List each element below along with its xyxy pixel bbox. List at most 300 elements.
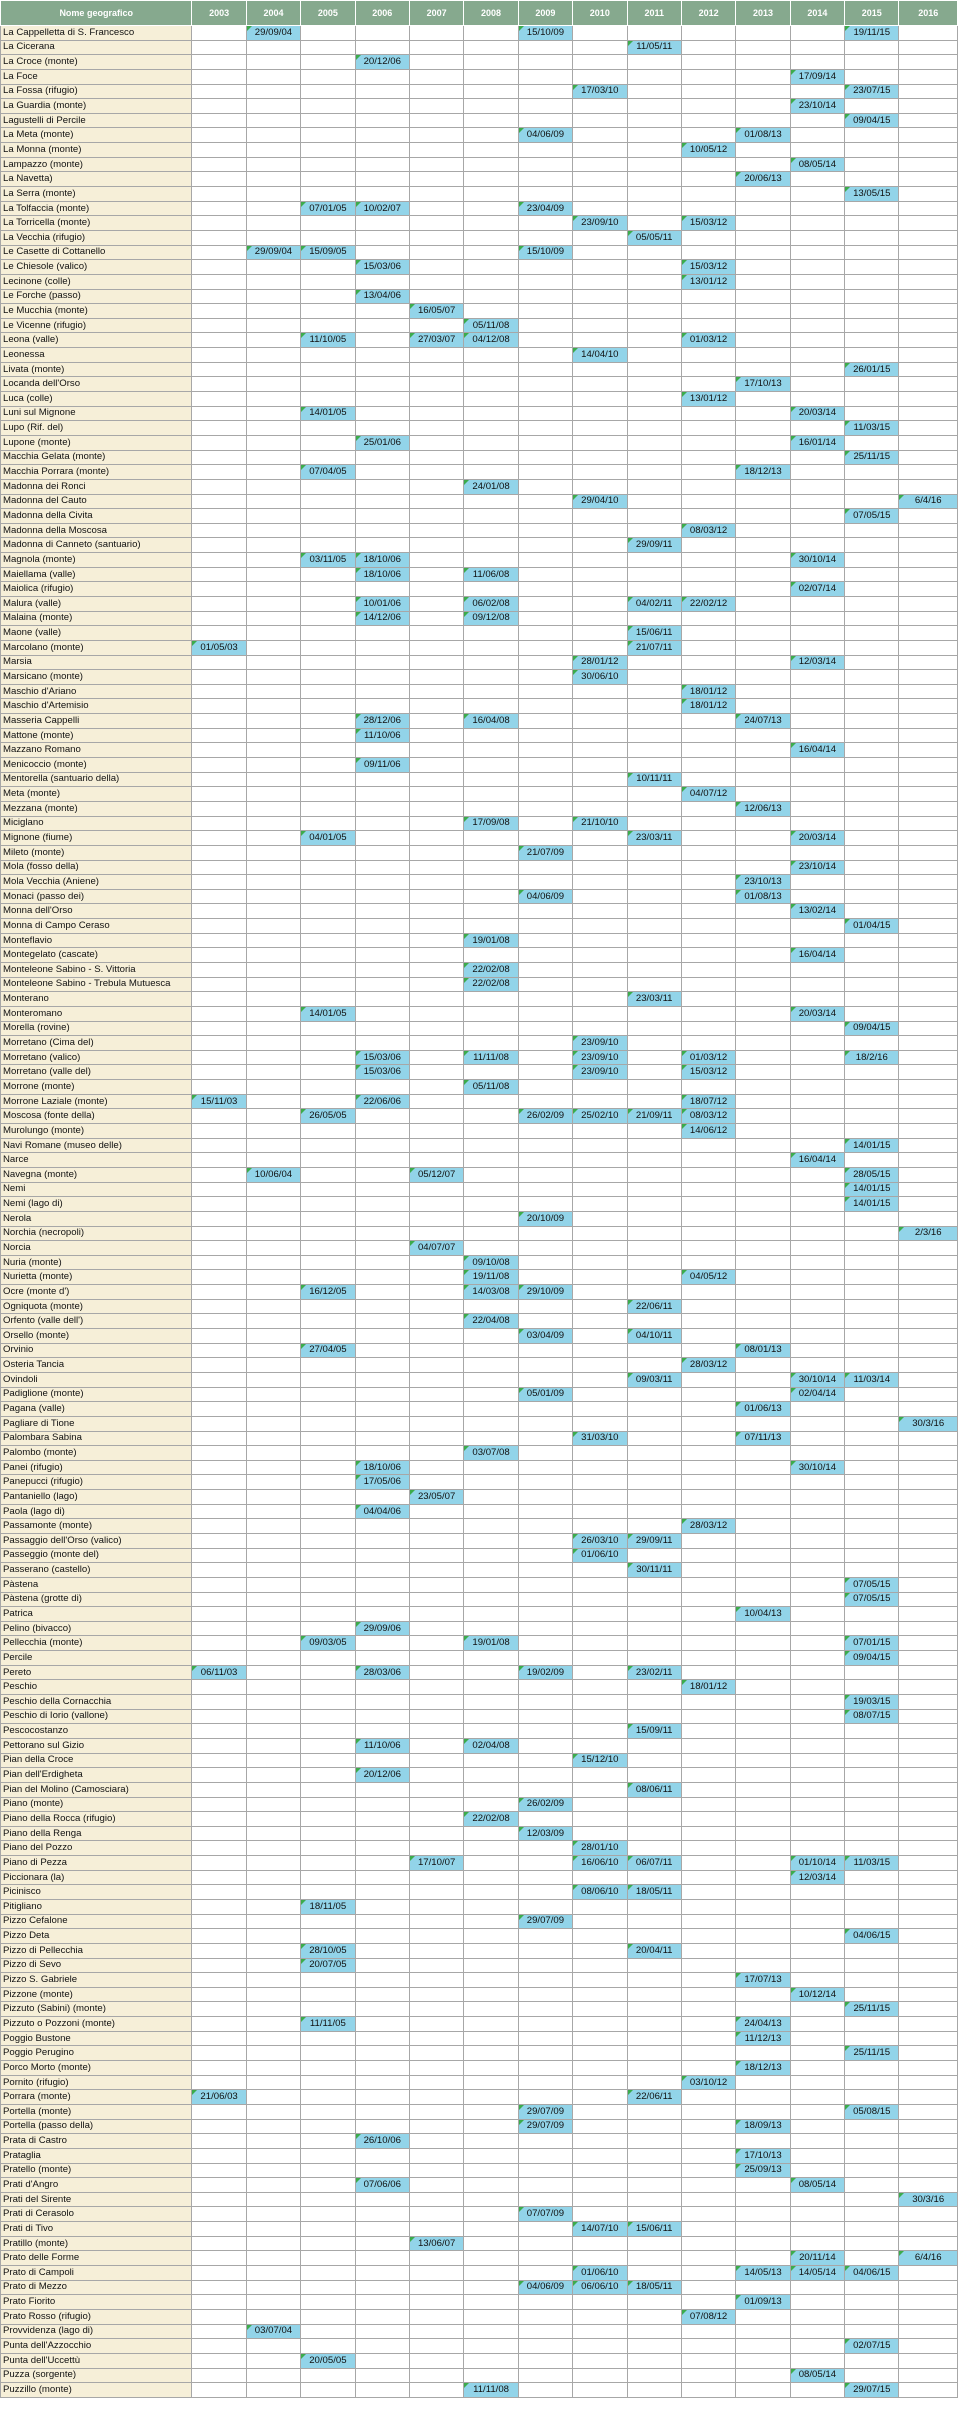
empty-cell bbox=[736, 1255, 790, 1270]
empty-cell bbox=[409, 2119, 463, 2134]
table-row bbox=[1, 1124, 958, 1139]
place-name-cell: Norcia bbox=[1, 1241, 192, 1256]
empty-cell bbox=[845, 816, 899, 831]
empty-cell bbox=[899, 2236, 958, 2251]
date-cell: 14/01/05 bbox=[301, 406, 355, 421]
empty-cell bbox=[192, 1724, 246, 1739]
empty-cell bbox=[518, 919, 572, 934]
empty-cell bbox=[464, 582, 518, 597]
empty-cell bbox=[192, 1738, 246, 1753]
empty-cell bbox=[518, 172, 572, 187]
empty-cell bbox=[301, 860, 355, 875]
place-name-cell: Prato Fiorito bbox=[1, 2295, 192, 2310]
empty-cell bbox=[573, 1490, 627, 1505]
place-name-cell: Pagana (valle) bbox=[1, 1402, 192, 1417]
empty-cell bbox=[899, 1094, 958, 1109]
empty-cell bbox=[736, 2309, 790, 2324]
empty-cell bbox=[627, 128, 681, 143]
table-row bbox=[1, 2368, 958, 2383]
empty-cell bbox=[518, 1402, 572, 1417]
empty-cell bbox=[246, 377, 300, 392]
empty-cell bbox=[845, 640, 899, 655]
empty-cell bbox=[518, 2266, 572, 2281]
empty-cell bbox=[246, 172, 300, 187]
empty-cell bbox=[573, 113, 627, 128]
empty-cell bbox=[355, 2163, 409, 2178]
table-row bbox=[1, 274, 958, 289]
empty-cell bbox=[301, 479, 355, 494]
empty-cell bbox=[790, 845, 844, 860]
empty-cell bbox=[409, 1387, 463, 1402]
empty-cell bbox=[464, 2178, 518, 2193]
empty-cell bbox=[409, 2192, 463, 2207]
table-row bbox=[1, 2353, 958, 2368]
empty-cell bbox=[899, 1753, 958, 1768]
empty-cell bbox=[192, 1636, 246, 1651]
date-cell: 17/10/13 bbox=[736, 377, 790, 392]
empty-cell bbox=[899, 2031, 958, 2046]
empty-cell bbox=[355, 963, 409, 978]
empty-cell bbox=[681, 816, 735, 831]
empty-cell bbox=[899, 1885, 958, 1900]
table-row bbox=[1, 1372, 958, 1387]
place-name-cell: Punta dell'Uccettù bbox=[1, 2353, 192, 2368]
empty-cell bbox=[192, 2383, 246, 2398]
empty-cell bbox=[355, 1929, 409, 1944]
empty-cell bbox=[845, 2251, 899, 2266]
empty-cell bbox=[573, 582, 627, 597]
date-cell: 18/10/06 bbox=[355, 567, 409, 582]
empty-cell bbox=[790, 1211, 844, 1226]
date-cell: 29/09/11 bbox=[627, 1533, 681, 1548]
empty-cell bbox=[681, 1651, 735, 1666]
empty-cell bbox=[464, 831, 518, 846]
empty-cell bbox=[845, 260, 899, 275]
empty-cell bbox=[464, 2368, 518, 2383]
empty-cell bbox=[518, 860, 572, 875]
empty-cell bbox=[518, 1270, 572, 1285]
date-cell: 19/02/09 bbox=[518, 1665, 572, 1680]
empty-cell bbox=[355, 157, 409, 172]
empty-cell bbox=[518, 2383, 572, 2398]
empty-cell bbox=[627, 1226, 681, 1241]
table-row bbox=[1, 684, 958, 699]
empty-cell bbox=[736, 1153, 790, 1168]
place-name-cell: La Tolfaccia (monte) bbox=[1, 201, 192, 216]
empty-cell bbox=[899, 201, 958, 216]
empty-cell bbox=[573, 479, 627, 494]
date-cell: 22/06/11 bbox=[627, 1299, 681, 1314]
date-cell: 09/04/15 bbox=[845, 1651, 899, 1666]
empty-cell bbox=[301, 1490, 355, 1505]
empty-cell bbox=[301, 1314, 355, 1329]
empty-cell bbox=[409, 1812, 463, 1827]
empty-cell bbox=[899, 2280, 958, 2295]
empty-cell bbox=[301, 435, 355, 450]
empty-cell bbox=[899, 26, 958, 41]
empty-cell bbox=[681, 553, 735, 568]
empty-cell bbox=[627, 1929, 681, 1944]
empty-cell bbox=[736, 450, 790, 465]
empty-cell bbox=[845, 1211, 899, 1226]
empty-cell bbox=[573, 465, 627, 480]
empty-cell bbox=[355, 640, 409, 655]
empty-cell bbox=[518, 2163, 572, 2178]
empty-cell bbox=[573, 1270, 627, 1285]
empty-cell bbox=[409, 392, 463, 407]
empty-cell bbox=[681, 919, 735, 934]
empty-cell bbox=[518, 1343, 572, 1358]
empty-cell bbox=[464, 509, 518, 524]
empty-cell bbox=[681, 2353, 735, 2368]
empty-cell bbox=[518, 494, 572, 509]
empty-cell bbox=[790, 1943, 844, 1958]
empty-cell bbox=[246, 509, 300, 524]
empty-cell bbox=[464, 2353, 518, 2368]
empty-cell bbox=[518, 1885, 572, 1900]
place-name-cell: La Foce bbox=[1, 69, 192, 84]
date-cell: 21/07/09 bbox=[518, 845, 572, 860]
empty-cell bbox=[845, 933, 899, 948]
place-name-cell: Morretano (Cima del) bbox=[1, 1036, 192, 1051]
empty-cell bbox=[192, 289, 246, 304]
empty-cell bbox=[899, 99, 958, 114]
place-name-cell: La Cicerana bbox=[1, 40, 192, 55]
table-row bbox=[1, 1709, 958, 1724]
empty-cell bbox=[518, 1504, 572, 1519]
empty-cell bbox=[845, 1753, 899, 1768]
empty-cell bbox=[736, 362, 790, 377]
empty-cell bbox=[464, 1914, 518, 1929]
empty-cell bbox=[790, 992, 844, 1007]
empty-cell bbox=[409, 1563, 463, 1578]
place-name-cell: Montegelato (cascate) bbox=[1, 948, 192, 963]
empty-cell bbox=[246, 1607, 300, 1622]
empty-cell bbox=[736, 509, 790, 524]
empty-cell bbox=[246, 187, 300, 202]
empty-cell bbox=[736, 933, 790, 948]
date-cell: 10/12/14 bbox=[790, 1987, 844, 2002]
empty-cell bbox=[899, 1651, 958, 1666]
empty-cell bbox=[681, 187, 735, 202]
empty-cell bbox=[790, 2383, 844, 2398]
empty-cell bbox=[518, 2090, 572, 2105]
date-cell: 11/10/05 bbox=[301, 333, 355, 348]
place-name-cell: Piano del Pozzo bbox=[1, 1841, 192, 1856]
empty-cell bbox=[627, 1621, 681, 1636]
empty-cell bbox=[355, 2324, 409, 2339]
empty-cell bbox=[573, 1094, 627, 1109]
empty-cell bbox=[409, 348, 463, 363]
empty-cell bbox=[627, 523, 681, 538]
empty-cell bbox=[192, 304, 246, 319]
empty-cell bbox=[681, 860, 735, 875]
empty-cell bbox=[409, 787, 463, 802]
empty-cell bbox=[246, 860, 300, 875]
empty-cell bbox=[573, 1592, 627, 1607]
empty-cell bbox=[355, 2236, 409, 2251]
empty-cell bbox=[301, 216, 355, 231]
empty-cell bbox=[736, 1211, 790, 1226]
empty-cell bbox=[464, 435, 518, 450]
table-row bbox=[1, 2236, 958, 2251]
empty-cell bbox=[301, 655, 355, 670]
empty-cell bbox=[301, 348, 355, 363]
empty-cell bbox=[409, 1021, 463, 1036]
empty-cell bbox=[899, 1592, 958, 1607]
empty-cell bbox=[464, 860, 518, 875]
empty-cell bbox=[790, 801, 844, 816]
table-row bbox=[1, 1080, 958, 1095]
empty-cell bbox=[518, 831, 572, 846]
empty-cell bbox=[845, 2222, 899, 2237]
empty-cell bbox=[409, 2090, 463, 2105]
table-row bbox=[1, 1211, 958, 1226]
place-name-cell: Prata di Castro bbox=[1, 2134, 192, 2149]
empty-cell bbox=[573, 845, 627, 860]
empty-cell bbox=[301, 1182, 355, 1197]
empty-cell bbox=[899, 1387, 958, 1402]
date-cell: 05/05/11 bbox=[627, 230, 681, 245]
empty-cell bbox=[464, 1563, 518, 1578]
empty-cell bbox=[464, 1416, 518, 1431]
empty-cell bbox=[246, 1050, 300, 1065]
empty-cell bbox=[681, 113, 735, 128]
table-row bbox=[1, 523, 958, 538]
place-name-cell: Marsicano (monte) bbox=[1, 670, 192, 685]
empty-cell bbox=[301, 2236, 355, 2251]
table-row bbox=[1, 2295, 958, 2310]
empty-cell bbox=[464, 2295, 518, 2310]
empty-cell bbox=[192, 1709, 246, 1724]
empty-cell bbox=[681, 1490, 735, 1505]
empty-cell bbox=[355, 450, 409, 465]
table-row bbox=[1, 450, 958, 465]
empty-cell bbox=[246, 1724, 300, 1739]
empty-cell bbox=[355, 1446, 409, 1461]
table-row bbox=[1, 421, 958, 436]
empty-cell bbox=[899, 260, 958, 275]
empty-cell bbox=[355, 538, 409, 553]
empty-cell bbox=[681, 1460, 735, 1475]
empty-cell bbox=[627, 26, 681, 41]
empty-cell bbox=[845, 2090, 899, 2105]
empty-cell bbox=[899, 919, 958, 934]
empty-cell bbox=[355, 1812, 409, 1827]
date-cell: 23/03/11 bbox=[627, 992, 681, 1007]
empty-cell bbox=[845, 40, 899, 55]
empty-cell bbox=[627, 362, 681, 377]
empty-cell bbox=[246, 801, 300, 816]
empty-cell bbox=[246, 318, 300, 333]
empty-cell bbox=[573, 1314, 627, 1329]
empty-cell bbox=[192, 567, 246, 582]
empty-cell bbox=[573, 1709, 627, 1724]
empty-cell bbox=[192, 260, 246, 275]
date-cell: 23/05/07 bbox=[409, 1490, 463, 1505]
empty-cell bbox=[355, 187, 409, 202]
empty-cell bbox=[681, 2280, 735, 2295]
empty-cell bbox=[301, 69, 355, 84]
empty-cell bbox=[409, 479, 463, 494]
place-name-cell: Orvinio bbox=[1, 1343, 192, 1358]
empty-cell bbox=[246, 772, 300, 787]
table-row bbox=[1, 40, 958, 55]
header-year: 2014 bbox=[790, 1, 844, 26]
date-cell: 30/06/10 bbox=[573, 670, 627, 685]
empty-cell bbox=[845, 2192, 899, 2207]
empty-cell bbox=[518, 1460, 572, 1475]
empty-cell bbox=[409, 1270, 463, 1285]
empty-cell bbox=[464, 2207, 518, 2222]
empty-cell bbox=[192, 831, 246, 846]
header-row bbox=[1, 1, 958, 26]
empty-cell bbox=[464, 2031, 518, 2046]
place-name-cell: Pizzone (monte) bbox=[1, 1987, 192, 2002]
header-year: 2006 bbox=[355, 1, 409, 26]
date-cell: 15/03/06 bbox=[355, 1065, 409, 1080]
date-cell: 26/01/15 bbox=[845, 362, 899, 377]
table-row bbox=[1, 157, 958, 172]
empty-cell bbox=[301, 640, 355, 655]
empty-cell bbox=[464, 1548, 518, 1563]
empty-cell bbox=[355, 523, 409, 538]
empty-cell bbox=[192, 245, 246, 260]
empty-cell bbox=[301, 992, 355, 1007]
empty-cell bbox=[192, 1167, 246, 1182]
empty-cell bbox=[409, 831, 463, 846]
empty-cell bbox=[573, 1138, 627, 1153]
date-cell: 14/01/15 bbox=[845, 1197, 899, 1212]
empty-cell bbox=[736, 992, 790, 1007]
empty-cell bbox=[192, 1548, 246, 1563]
empty-cell bbox=[246, 2090, 300, 2105]
table-row bbox=[1, 1870, 958, 1885]
empty-cell bbox=[736, 2280, 790, 2295]
empty-cell bbox=[627, 55, 681, 70]
empty-cell bbox=[192, 1680, 246, 1695]
empty-cell bbox=[409, 2061, 463, 2076]
empty-cell bbox=[518, 2017, 572, 2032]
date-cell: 26/02/09 bbox=[518, 1109, 572, 1124]
empty-cell bbox=[409, 1226, 463, 1241]
empty-cell bbox=[627, 2178, 681, 2193]
empty-cell bbox=[464, 348, 518, 363]
empty-cell bbox=[736, 1621, 790, 1636]
empty-cell bbox=[681, 831, 735, 846]
empty-cell bbox=[736, 201, 790, 216]
empty-cell bbox=[790, 1021, 844, 1036]
empty-cell bbox=[301, 1241, 355, 1256]
empty-cell bbox=[736, 670, 790, 685]
empty-cell bbox=[355, 816, 409, 831]
empty-cell bbox=[464, 1197, 518, 1212]
table-row bbox=[1, 1490, 958, 1505]
empty-cell bbox=[899, 2324, 958, 2339]
date-cell: 08/03/12 bbox=[681, 1109, 735, 1124]
empty-cell bbox=[790, 84, 844, 99]
place-name-cell: Mignone (fiume) bbox=[1, 831, 192, 846]
empty-cell bbox=[627, 172, 681, 187]
empty-cell bbox=[409, 523, 463, 538]
empty-cell bbox=[573, 1372, 627, 1387]
empty-cell bbox=[681, 1416, 735, 1431]
empty-cell bbox=[518, 1197, 572, 1212]
empty-cell bbox=[736, 582, 790, 597]
empty-cell bbox=[736, 553, 790, 568]
empty-cell bbox=[899, 1768, 958, 1783]
empty-cell bbox=[899, 1533, 958, 1548]
date-cell: 15/03/12 bbox=[681, 1065, 735, 1080]
empty-cell bbox=[409, 1138, 463, 1153]
empty-cell bbox=[845, 1548, 899, 1563]
empty-cell bbox=[301, 2002, 355, 2017]
empty-cell bbox=[246, 1490, 300, 1505]
empty-cell bbox=[192, 2178, 246, 2193]
table-row bbox=[1, 1065, 958, 1080]
empty-cell bbox=[518, 289, 572, 304]
empty-cell bbox=[192, 875, 246, 890]
empty-cell bbox=[192, 1797, 246, 1812]
date-cell: 18/07/12 bbox=[681, 1094, 735, 1109]
empty-cell bbox=[627, 69, 681, 84]
empty-cell bbox=[845, 977, 899, 992]
empty-cell bbox=[192, 1563, 246, 1578]
empty-cell bbox=[736, 1124, 790, 1139]
empty-cell bbox=[192, 421, 246, 436]
empty-cell bbox=[845, 245, 899, 260]
empty-cell bbox=[409, 1973, 463, 1988]
place-name-cell: Nurietta (monte) bbox=[1, 1270, 192, 1285]
place-name-cell: Pratello (monte) bbox=[1, 2163, 192, 2178]
empty-cell bbox=[518, 801, 572, 816]
empty-cell bbox=[899, 1797, 958, 1812]
empty-cell bbox=[301, 1695, 355, 1710]
empty-cell bbox=[736, 743, 790, 758]
empty-cell bbox=[573, 626, 627, 641]
empty-cell bbox=[246, 2266, 300, 2281]
empty-cell bbox=[301, 1738, 355, 1753]
date-cell: 05/11/08 bbox=[464, 1080, 518, 1095]
empty-cell bbox=[845, 289, 899, 304]
empty-cell bbox=[301, 55, 355, 70]
empty-cell bbox=[246, 260, 300, 275]
empty-cell bbox=[899, 1636, 958, 1651]
empty-cell bbox=[736, 1080, 790, 1095]
empty-cell bbox=[301, 2178, 355, 2193]
empty-cell bbox=[518, 2295, 572, 2310]
empty-cell bbox=[790, 2295, 844, 2310]
empty-cell bbox=[736, 1856, 790, 1871]
empty-cell bbox=[192, 626, 246, 641]
place-name-cell: Mazzano Romano bbox=[1, 743, 192, 758]
empty-cell bbox=[301, 670, 355, 685]
empty-cell bbox=[736, 1109, 790, 1124]
empty-cell bbox=[355, 2017, 409, 2032]
empty-cell bbox=[246, 2353, 300, 2368]
date-cell: 25/02/10 bbox=[573, 1109, 627, 1124]
empty-cell bbox=[845, 1621, 899, 1636]
empty-cell bbox=[409, 1504, 463, 1519]
empty-cell bbox=[192, 2353, 246, 2368]
empty-cell bbox=[518, 1475, 572, 1490]
empty-cell bbox=[736, 787, 790, 802]
date-cell: 23/04/09 bbox=[518, 201, 572, 216]
empty-cell bbox=[899, 1065, 958, 1080]
empty-cell bbox=[845, 1533, 899, 1548]
date-cell: 14/01/05 bbox=[301, 1006, 355, 1021]
empty-cell bbox=[845, 1065, 899, 1080]
